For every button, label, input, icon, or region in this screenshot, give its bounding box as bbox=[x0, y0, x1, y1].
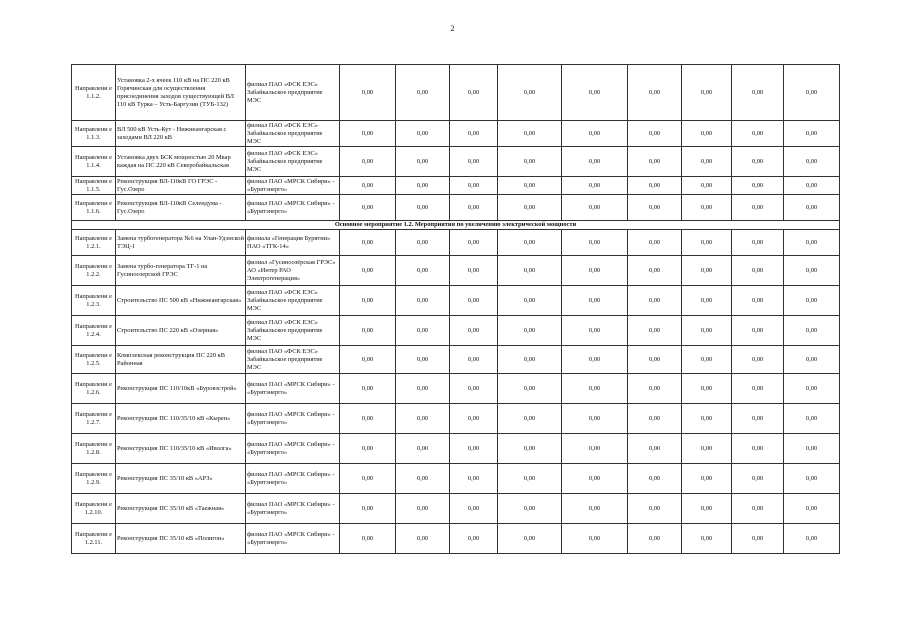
value-cell: 0,00 bbox=[732, 346, 784, 374]
direction-code-cell: Направлени е 1.1.2. bbox=[72, 65, 116, 121]
direction-code-cell: Направлени е 1.2.11. bbox=[72, 524, 116, 554]
value-cell: 0,00 bbox=[562, 256, 628, 286]
value-cell: 0,00 bbox=[562, 230, 628, 256]
page-number: 2 bbox=[450, 24, 455, 33]
table-row bbox=[72, 147, 840, 177]
value-cell: 0,00 bbox=[682, 147, 732, 177]
value-cell: 0,00 bbox=[562, 464, 628, 494]
executor-cell: филиал ПАО «ФСК ЕЭС» Забайкальское предприятие МЭС bbox=[246, 147, 340, 177]
value-cell: 0,00 bbox=[396, 256, 450, 286]
value-cell: 0,00 bbox=[784, 434, 840, 464]
value-cell: 0,00 bbox=[682, 494, 732, 524]
value-cell: 0,00 bbox=[340, 65, 396, 121]
value-cell: 0,00 bbox=[562, 147, 628, 177]
value-cell: 0,00 bbox=[784, 65, 840, 121]
value-cell: 0,00 bbox=[732, 230, 784, 256]
measure-name-cell: Строительство ПС 500 кВ «Нижнеангарская» bbox=[116, 286, 246, 316]
table-row bbox=[72, 464, 840, 494]
value-cell: 0,00 bbox=[784, 494, 840, 524]
measure-name-cell: Установка 2-х ячеек 110 кВ на ПС 220 кВ Горячинская для осуществления присоединения заходов существующей ВЛ 110 кВ Турка – Усть-Баргузин (ТУБ-132) bbox=[116, 65, 246, 121]
value-cell: 0,00 bbox=[682, 121, 732, 147]
executor-cell: филиал ПАО «МРСК Сибири» - «Бурятэнерго» bbox=[246, 434, 340, 464]
value-cell: 0,00 bbox=[784, 404, 840, 434]
value-cell: 0,00 bbox=[450, 464, 498, 494]
value-cell: 0,00 bbox=[498, 316, 562, 346]
table-row bbox=[72, 316, 840, 346]
value-cell: 0,00 bbox=[498, 65, 562, 121]
value-cell: 0,00 bbox=[562, 374, 628, 404]
executor-cell: филиал ПАО «ФСК ЕЭС» Забайкальское предприятие МЭС bbox=[246, 286, 340, 316]
value-cell: 0,00 bbox=[396, 121, 450, 147]
value-cell: 0,00 bbox=[498, 524, 562, 554]
value-cell: 0,00 bbox=[732, 177, 784, 195]
value-cell: 0,00 bbox=[340, 524, 396, 554]
table-row bbox=[72, 494, 840, 524]
value-cell: 0,00 bbox=[498, 374, 562, 404]
value-cell: 0,00 bbox=[562, 65, 628, 121]
measure-name-cell: Реконструкция ПС 110/35/10 кВ «Иволга» bbox=[116, 434, 246, 464]
value-cell: 0,00 bbox=[682, 464, 732, 494]
value-cell: 0,00 bbox=[784, 346, 840, 374]
measure-name-cell: Комплексная реконструкция ПС 220 кВ Районная bbox=[116, 346, 246, 374]
value-cell: 0,00 bbox=[784, 121, 840, 147]
value-cell: 0,00 bbox=[340, 256, 396, 286]
table-row bbox=[72, 374, 840, 404]
value-cell: 0,00 bbox=[340, 494, 396, 524]
value-cell: 0,00 bbox=[682, 65, 732, 121]
value-cell: 0,00 bbox=[784, 316, 840, 346]
value-cell: 0,00 bbox=[732, 404, 784, 434]
value-cell: 0,00 bbox=[628, 121, 682, 147]
value-cell: 0,00 bbox=[682, 286, 732, 316]
value-cell: 0,00 bbox=[396, 346, 450, 374]
value-cell: 0,00 bbox=[498, 286, 562, 316]
direction-code-cell: Направлени е 1.2.6. bbox=[72, 374, 116, 404]
value-cell: 0,00 bbox=[732, 524, 784, 554]
value-cell: 0,00 bbox=[562, 346, 628, 374]
value-cell: 0,00 bbox=[396, 524, 450, 554]
value-cell: 0,00 bbox=[340, 434, 396, 464]
value-cell: 0,00 bbox=[682, 256, 732, 286]
value-cell: 0,00 bbox=[498, 230, 562, 256]
executor-cell: филиал ПАО «МРСК Сибири» - «Бурятэнерго» bbox=[246, 524, 340, 554]
measure-name-cell: Замена турбогенератора №6 на Улан-Удэнской ТЭЦ-1 bbox=[116, 230, 246, 256]
measure-name-cell: Реконструкция ПС 35/10 кВ «АРЗ» bbox=[116, 464, 246, 494]
measure-name-cell: Реконструкция ВЛ-110кВ Селендума - Гус.Озеро bbox=[116, 195, 246, 221]
value-cell: 0,00 bbox=[732, 121, 784, 147]
direction-code-cell: Направлени е 1.2.3. bbox=[72, 286, 116, 316]
value-cell: 0,00 bbox=[732, 464, 784, 494]
executor-cell: филиал ПАО «ФСК ЕЭС» Забайкальское предприятие МЭС bbox=[246, 316, 340, 346]
value-cell: 0,00 bbox=[450, 147, 498, 177]
measure-name-cell: ВЛ 500 кВ Усть-Кут - Нижнеангарская с заходами ВЛ 220 кВ bbox=[116, 121, 246, 147]
value-cell: 0,00 bbox=[628, 434, 682, 464]
value-cell: 0,00 bbox=[682, 177, 732, 195]
table-row bbox=[72, 434, 840, 464]
direction-code-cell: Направлени е 1.1.6. bbox=[72, 195, 116, 221]
direction-code-cell: Направлени е 1.2.8. bbox=[72, 434, 116, 464]
value-cell: 0,00 bbox=[732, 286, 784, 316]
measure-name-cell: Реконструкция ПС 110/10кВ «Буровзстрой» bbox=[116, 374, 246, 404]
value-cell: 0,00 bbox=[732, 434, 784, 464]
table-row bbox=[72, 177, 840, 195]
value-cell: 0,00 bbox=[498, 494, 562, 524]
value-cell: 0,00 bbox=[450, 177, 498, 195]
value-cell: 0,00 bbox=[450, 494, 498, 524]
table-row bbox=[72, 404, 840, 434]
value-cell: 0,00 bbox=[628, 147, 682, 177]
value-cell: 0,00 bbox=[340, 346, 396, 374]
value-cell: 0,00 bbox=[628, 524, 682, 554]
value-cell: 0,00 bbox=[340, 230, 396, 256]
executor-cell: филиал ПАО «МРСК Сибири» - «Бурятэнерго» bbox=[246, 404, 340, 434]
table-row bbox=[72, 195, 840, 221]
value-cell: 0,00 bbox=[784, 374, 840, 404]
value-cell: 0,00 bbox=[562, 177, 628, 195]
value-cell: 0,00 bbox=[682, 374, 732, 404]
measure-name-cell: Реконструкция ВЛ-110кВ ГО ГРЭС - Гус.Озеро bbox=[116, 177, 246, 195]
value-cell: 0,00 bbox=[628, 374, 682, 404]
value-cell: 0,00 bbox=[732, 195, 784, 221]
value-cell: 0,00 bbox=[628, 177, 682, 195]
program-table bbox=[71, 64, 840, 554]
value-cell: 0,00 bbox=[562, 404, 628, 434]
value-cell: 0,00 bbox=[784, 195, 840, 221]
value-cell: 0,00 bbox=[450, 65, 498, 121]
measure-name-cell: Реконструкция ПС 35/10 кВ «Таежная» bbox=[116, 494, 246, 524]
value-cell: 0,00 bbox=[628, 494, 682, 524]
value-cell: 0,00 bbox=[498, 147, 562, 177]
direction-code-cell: Направлени е 1.2.5. bbox=[72, 346, 116, 374]
value-cell: 0,00 bbox=[450, 286, 498, 316]
value-cell: 0,00 bbox=[732, 65, 784, 121]
value-cell: 0,00 bbox=[628, 195, 682, 221]
value-cell: 0,00 bbox=[450, 524, 498, 554]
value-cell: 0,00 bbox=[628, 346, 682, 374]
value-cell: 0,00 bbox=[498, 464, 562, 494]
executor-cell: филиал ПАО «ФСК ЕЭС» Забайкальское предприятие МЭС bbox=[246, 121, 340, 147]
value-cell: 0,00 bbox=[732, 374, 784, 404]
value-cell: 0,00 bbox=[562, 121, 628, 147]
direction-code-cell: Направлени е 1.2.1. bbox=[72, 230, 116, 256]
direction-code-cell: Направлени е 1.2.4. bbox=[72, 316, 116, 346]
table-row bbox=[72, 286, 840, 316]
value-cell: 0,00 bbox=[784, 256, 840, 286]
value-cell: 0,00 bbox=[396, 65, 450, 121]
executor-cell: филиала «Генерация Бурятии» ПАО «ТГК-14» bbox=[246, 230, 340, 256]
value-cell: 0,00 bbox=[628, 256, 682, 286]
value-cell: 0,00 bbox=[732, 316, 784, 346]
value-cell: 0,00 bbox=[340, 464, 396, 494]
value-cell: 0,00 bbox=[450, 230, 498, 256]
value-cell: 0,00 bbox=[450, 434, 498, 464]
table-row bbox=[72, 346, 840, 374]
value-cell: 0,00 bbox=[396, 147, 450, 177]
value-cell: 0,00 bbox=[498, 346, 562, 374]
executor-cell: филиал ПАО «МРСК Сибири» - «Бурятэнерго» bbox=[246, 464, 340, 494]
value-cell: 0,00 bbox=[682, 404, 732, 434]
value-cell: 0,00 bbox=[732, 494, 784, 524]
value-cell: 0,00 bbox=[784, 147, 840, 177]
value-cell: 0,00 bbox=[784, 524, 840, 554]
executor-cell: филиал «Гусиноозёрская ГРЭС» АО «Интер РАО Электрогенерация» bbox=[246, 256, 340, 286]
value-cell: 0,00 bbox=[340, 195, 396, 221]
value-cell: 0,00 bbox=[784, 286, 840, 316]
value-cell: 0,00 bbox=[498, 121, 562, 147]
value-cell: 0,00 bbox=[340, 286, 396, 316]
direction-code-cell: Направлени е 1.2.9. bbox=[72, 464, 116, 494]
value-cell: 0,00 bbox=[396, 230, 450, 256]
value-cell: 0,00 bbox=[784, 177, 840, 195]
value-cell: 0,00 bbox=[396, 404, 450, 434]
value-cell: 0,00 bbox=[628, 286, 682, 316]
value-cell: 0,00 bbox=[396, 195, 450, 221]
section-row bbox=[72, 221, 840, 230]
value-cell: 0,00 bbox=[396, 286, 450, 316]
value-cell: 0,00 bbox=[450, 121, 498, 147]
value-cell: 0,00 bbox=[682, 346, 732, 374]
value-cell: 0,00 bbox=[396, 494, 450, 524]
direction-code-cell: Направлени е 1.2.10. bbox=[72, 494, 116, 524]
value-cell: 0,00 bbox=[450, 256, 498, 286]
value-cell: 0,00 bbox=[562, 434, 628, 464]
measure-name-cell: Реконструкция ПС 35/10 кВ «Полигон» bbox=[116, 524, 246, 554]
measure-name-cell: Строительство ПС 220 кВ «Озерная» bbox=[116, 316, 246, 346]
value-cell: 0,00 bbox=[628, 316, 682, 346]
direction-code-cell: Направлени е 1.2.7. bbox=[72, 404, 116, 434]
value-cell: 0,00 bbox=[784, 464, 840, 494]
measure-name-cell: Замена турбо-генератора ТГ-1 на Гусиноозерской ГРЭС bbox=[116, 256, 246, 286]
value-cell: 0,00 bbox=[396, 316, 450, 346]
table-row bbox=[72, 121, 840, 147]
table-body bbox=[72, 65, 840, 554]
value-cell: 0,00 bbox=[628, 404, 682, 434]
value-cell: 0,00 bbox=[682, 316, 732, 346]
value-cell: 0,00 bbox=[628, 65, 682, 121]
value-cell: 0,00 bbox=[450, 404, 498, 434]
executor-cell: филиал ПАО «ФСК ЕЭС» Забайкальское предприятие МЭС bbox=[246, 346, 340, 374]
value-cell: 0,00 bbox=[562, 524, 628, 554]
direction-code-cell: Направлени е 1.2.2. bbox=[72, 256, 116, 286]
value-cell: 0,00 bbox=[396, 374, 450, 404]
table-row bbox=[72, 256, 840, 286]
section-title: Основное мероприятие 1.2. Мероприятия по увеличению электрической мощности bbox=[72, 221, 840, 230]
direction-code-cell: Направлени е 1.1.3. bbox=[72, 121, 116, 147]
value-cell: 0,00 bbox=[628, 230, 682, 256]
executor-cell: филиал ПАО «МРСК Сибири» - «Бурятэнерго» bbox=[246, 374, 340, 404]
value-cell: 0,00 bbox=[562, 286, 628, 316]
executor-cell: филиал ПАО «ФСК ЕЭС» Забайкальское предприятие МЭС bbox=[246, 65, 340, 121]
value-cell: 0,00 bbox=[682, 230, 732, 256]
value-cell: 0,00 bbox=[340, 121, 396, 147]
value-cell: 0,00 bbox=[562, 494, 628, 524]
value-cell: 0,00 bbox=[628, 464, 682, 494]
value-cell: 0,00 bbox=[450, 374, 498, 404]
value-cell: 0,00 bbox=[784, 230, 840, 256]
value-cell: 0,00 bbox=[498, 404, 562, 434]
value-cell: 0,00 bbox=[450, 195, 498, 221]
value-cell: 0,00 bbox=[450, 316, 498, 346]
value-cell: 0,00 bbox=[682, 524, 732, 554]
direction-code-cell: Направлени е 1.1.4. bbox=[72, 147, 116, 177]
table-row bbox=[72, 230, 840, 256]
table-row bbox=[72, 65, 840, 121]
value-cell: 0,00 bbox=[498, 434, 562, 464]
executor-cell: филиал ПАО «МРСК Сибири» - «Бурятэнерго» bbox=[246, 177, 340, 195]
direction-code-cell: Направлени е 1.1.5. bbox=[72, 177, 116, 195]
value-cell: 0,00 bbox=[682, 434, 732, 464]
value-cell: 0,00 bbox=[396, 434, 450, 464]
executor-cell: филиал ПАО «МРСК Сибири» - «Бурятэнерго» bbox=[246, 494, 340, 524]
value-cell: 0,00 bbox=[498, 256, 562, 286]
value-cell: 0,00 bbox=[732, 256, 784, 286]
value-cell: 0,00 bbox=[340, 374, 396, 404]
measure-name-cell: Установка двух БСК мощностью 20 Мвар каждая на ПС 220 кВ Северобайкальская bbox=[116, 147, 246, 177]
executor-cell: филиал ПАО «МРСК Сибири» - «Бурятэнерго» bbox=[246, 195, 340, 221]
value-cell: 0,00 bbox=[340, 404, 396, 434]
value-cell: 0,00 bbox=[340, 316, 396, 346]
measure-name-cell: Реконструкция ПС 110/35/10 кВ «Кырен» bbox=[116, 404, 246, 434]
value-cell: 0,00 bbox=[340, 147, 396, 177]
value-cell: 0,00 bbox=[732, 147, 784, 177]
value-cell: 0,00 bbox=[340, 177, 396, 195]
value-cell: 0,00 bbox=[396, 464, 450, 494]
value-cell: 0,00 bbox=[498, 195, 562, 221]
value-cell: 0,00 bbox=[498, 177, 562, 195]
value-cell: 0,00 bbox=[396, 177, 450, 195]
value-cell: 0,00 bbox=[450, 346, 498, 374]
value-cell: 0,00 bbox=[562, 316, 628, 346]
value-cell: 0,00 bbox=[682, 195, 732, 221]
value-cell: 0,00 bbox=[562, 195, 628, 221]
table-row bbox=[72, 524, 840, 554]
